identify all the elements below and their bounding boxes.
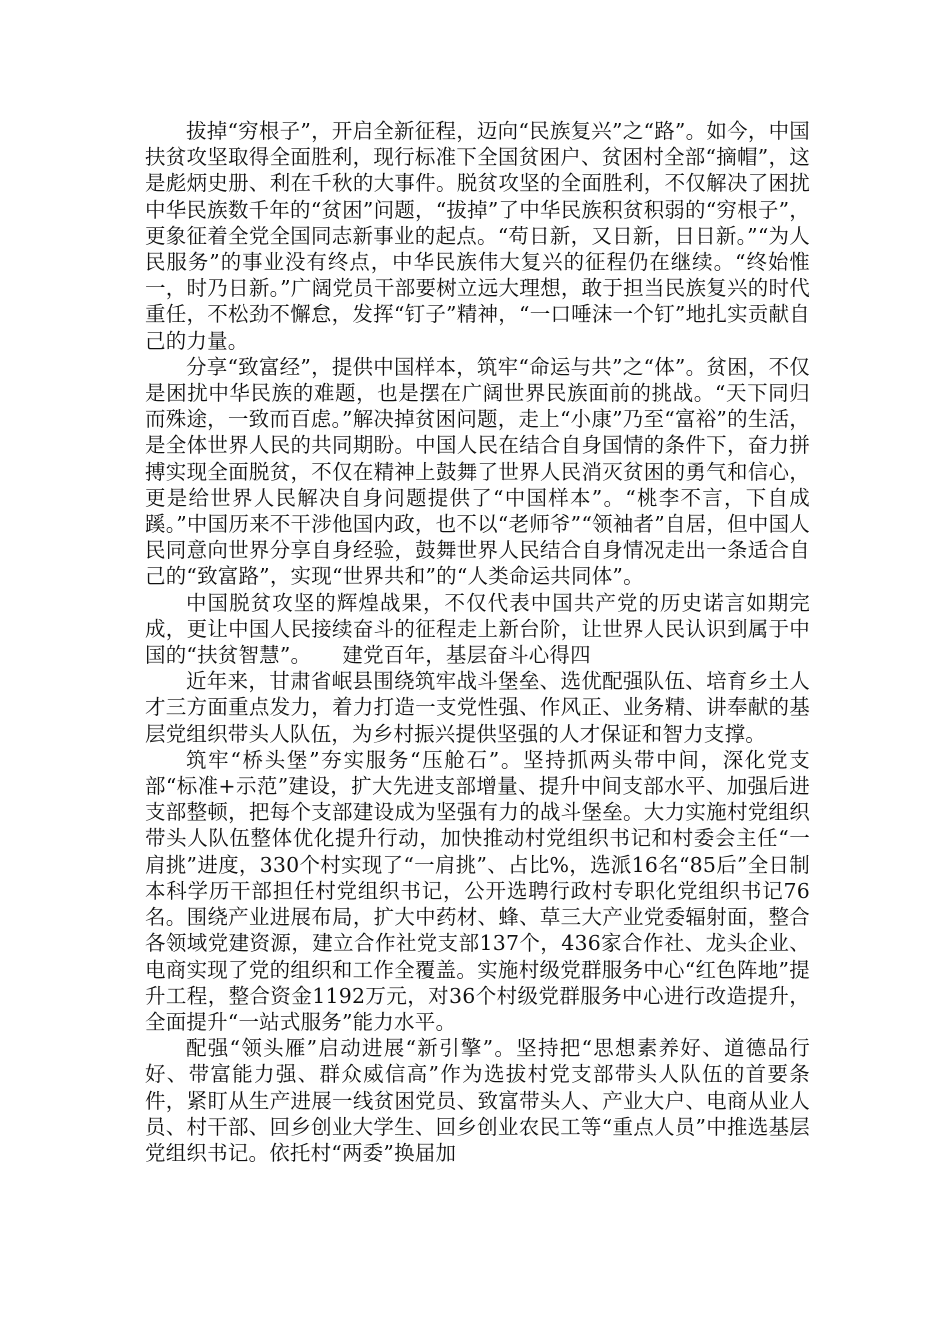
paragraph-minxian-intro: 近年来，甘肃省岷县围绕筑牢战斗堡垒、选优配强队伍、培育乡土人才三方面重点发力，着力打造一支党性强、作风正、业务精、讲奉献的基层党组织带头人队伍，为乡村振兴提供坚强的人才保证和智力支撑。: [145, 669, 810, 746]
paragraph-share-experience: 分享“致富经”，提供中国样本，筑牢“命运与共”之“体”。贫困，不仅是困扰中华民族的难题，也是摆在广阔世界民族面前的挑战。“天下同归而殊途，一致而百虑。”解决掉贫困问题，走上“小康”乃至“富裕”的生活，是全体世界人民的共同期盼。中国人民在结合自身国情的条件下，奋力拼搏实现全面脱贫，不仅在精神上鼓舞了世界人民消灭贫困的勇气和信心，更是给世界人民解决自身问题提供了“中国样本”。“桃李不言，下自成蹊。”中国历来不干涉他国内政，也不以“老师爷”“领袖者”自居，但中国人民同意向世界分享自身经验，鼓舞世界人民结合自身情况走出一条适合自己的“致富路”，实现“世界共和”的“人类命运共同体”。: [145, 354, 810, 589]
paragraph-poverty-achievement: 中国脱贫攻坚的辉煌战果，不仅代表中国共产党的历史诺言如期完成，更让中国人民接续奋斗的征程走上新台阶，让世界人民认识到属于中国的“扶贫智慧”。 建党百年，基层奋斗心得四: [145, 590, 810, 668]
document-page: [145, 118, 810, 1166]
paragraph-fortress: 筑牢“桥头堡”夯实服务“压舱石”。坚持抓两头带中间，深化党支部“标准+示范”建设，扩大先进支部增量、提升中间支部水平、加强后进支部整顿，把每个支部建设成为坚强有力的战斗堡垒。大力实施村党组织带头人队伍整体优化提升行动，加快推动村党组织书记和村委会主任“一肩挑”进度，330个村实现了“一肩挑”、占比%，选派16名“85后”全日制本科学历干部担任村党组织书记，公开选聘行政村专职化党组织书记76名。围绕产业进展布局，扩大中药材、蜂、草三大产业党委辐射面，整合各领域党建资源，建立合作社党支部137个，436家合作社、龙头企业、电商实现了党的组织和工作全覆盖。实施村级党群服务中心“红色阵地”提升工程，整合资金1192万元，对36个村级党群服务中心进行改造提升，全面提升“一站式服务”能力水平。: [145, 747, 810, 1034]
paragraph-uproot-poverty: 拔掉“穷根子”，开启全新征程，迈向“民族复兴”之“路”。如今，中国扶贫攻坚取得全面胜利，现行标准下全国贫困户、贫困村全部“摘帽”，这是彪炳史册、利在千秋的大事件。脱贫攻坚的全面胜利，不仅解决了困扰中华民族数千年的“贫困”问题，“拔掉”了中华民族积贫积弱的“穷根子”，更象征着全党全国同志新事业的起点。“苟日新，又日新，日日新。”“为人民服务”的事业没有终点，中华民族伟大复兴的征程仍在继续。“终始惟一，时乃日新。”广阔党员干部要树立远大理想，敢于担当民族复兴的时代重任，不松劲不懈怠，发挥“钉子”精神，“一口唾沫一个钉”地扎实贡献自己的力量。: [145, 119, 810, 353]
paragraph-leaders: 配强“领头雁”启动进展“新引擎”。坚持把“思想素养好、道德品行好、带富能力强、群众威信高”作为选拔村党支部带头人队伍的首要条件，紧盯从生产进展一线贫困党员、致富带头人、产业大户、电商从业人员、村干部、回乡创业大学生、回乡创业农民工等“重点人员”中推选基层党组织书记。依托村“两委”换届加: [145, 1036, 810, 1165]
